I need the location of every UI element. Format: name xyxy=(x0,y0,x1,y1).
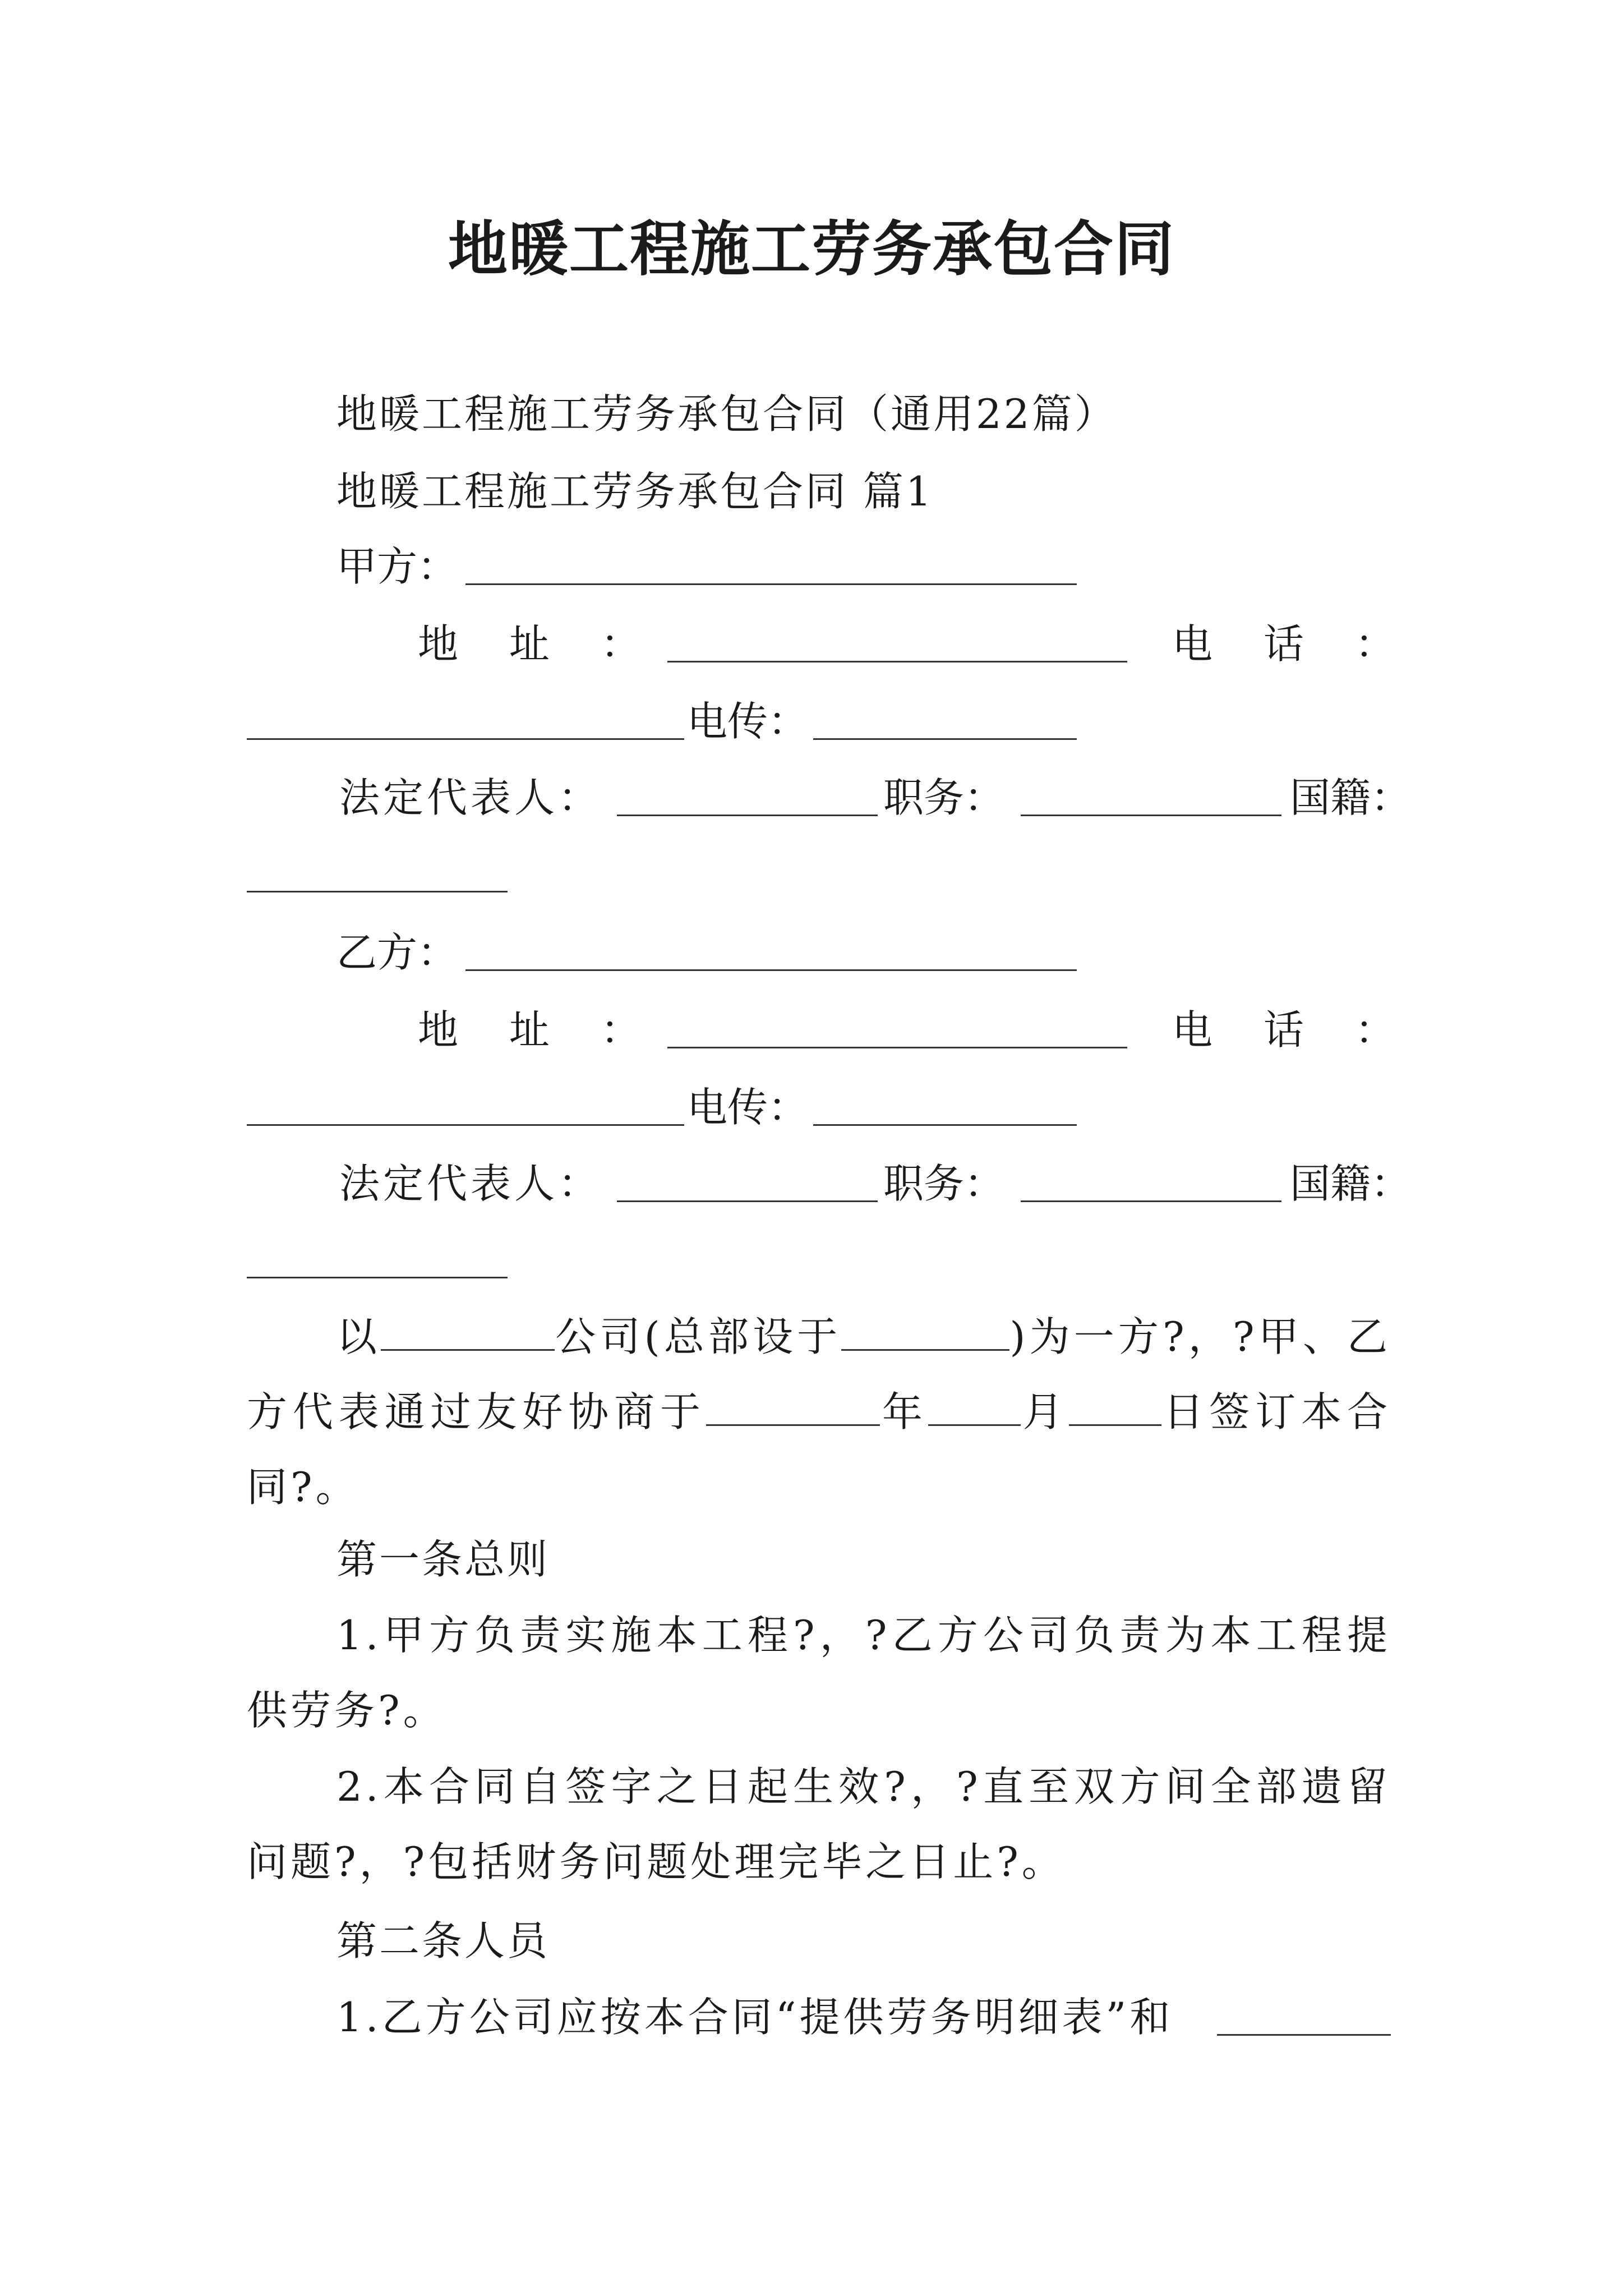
party-a-nationality-blank[interactable] xyxy=(247,891,508,892)
party-b-position-blank[interactable] xyxy=(1021,1200,1281,1202)
party-a-position-label: 职务： xyxy=(883,774,1005,821)
party-b-rep-blank[interactable] xyxy=(617,1200,878,1202)
party-a-name-blank[interactable] xyxy=(465,583,1077,585)
party-b-phone-blank[interactable] xyxy=(247,1124,684,1126)
article-2-item-1-blank[interactable] xyxy=(1217,2034,1391,2036)
article-1-heading: 第一条总则 xyxy=(336,1536,550,1583)
party-a-phone-blank[interactable] xyxy=(247,738,684,740)
party-b-phone-label: 电 话 ： xyxy=(1172,1006,1414,1053)
part-heading: 地暖工程施工劳务承包合同 篇1 xyxy=(336,468,934,515)
party-b-nationality-label: 国籍： xyxy=(1290,1160,1412,1207)
article-2-item-1: 1.乙方公司应按本合同“提供劳务明细表”和 xyxy=(336,1994,1174,2041)
party-a-rep-label: 法定代表人： xyxy=(339,774,602,821)
intro-text-3: )为一方?，?甲、乙方代表通过友好协商于 xyxy=(247,1313,1391,1435)
day-blank[interactable] xyxy=(1069,1381,1161,1426)
year-blank[interactable] xyxy=(706,1381,880,1426)
party-a-address-label: 地 址 ： xyxy=(418,620,660,668)
party-a-fax-blank[interactable] xyxy=(813,738,1077,740)
party-b-address-label: 地 址 ： xyxy=(418,1006,660,1053)
intro-paragraph xyxy=(247,1299,1391,1525)
party-b-rep-label: 法定代表人： xyxy=(339,1160,602,1207)
party-a-phone-label: 电 话 ： xyxy=(1172,620,1414,668)
intro-text-5: 月 xyxy=(1020,1388,1069,1435)
party-b-nationality-blank[interactable] xyxy=(247,1277,508,1278)
party-b-fax-label: 电传： xyxy=(687,1084,809,1131)
party-b-label: 乙方： xyxy=(336,929,458,976)
company-name-blank[interactable] xyxy=(381,1305,555,1351)
intro-text-1: 以 xyxy=(336,1313,381,1360)
party-b-address-blank[interactable] xyxy=(667,1047,1127,1048)
party-a-position-blank[interactable] xyxy=(1021,815,1281,816)
party-b-position-label: 职务： xyxy=(883,1160,1005,1207)
party-a-nationality-label: 国籍： xyxy=(1290,774,1412,821)
intro-text-4: 年 xyxy=(879,1388,928,1435)
party-b-name-blank[interactable] xyxy=(465,969,1077,971)
intro-text-6: 日签订本合同?。 xyxy=(247,1388,1391,1511)
party-a-rep-blank[interactable] xyxy=(617,815,878,816)
document-subtitle: 地暖工程施工劳务承包合同（通用22篇） xyxy=(336,390,1117,438)
document-title: 地暖工程施工劳务承包合同 xyxy=(448,214,1175,284)
month-blank[interactable] xyxy=(928,1381,1021,1426)
intro-text-2: 公司(总部设于 xyxy=(555,1313,842,1360)
party-a-address-blank[interactable] xyxy=(667,661,1127,662)
article-2-heading: 第二条人员 xyxy=(336,1917,550,1964)
article-1-item-2: 2.本合同自签字之日起生效?，?直至双方间全部遗留问题?，?包括财务问题处理完毕之日止?。 xyxy=(247,1763,1391,1885)
headquarters-blank[interactable] xyxy=(841,1305,1009,1351)
party-a-fax-label: 电传： xyxy=(687,698,809,745)
party-a-label: 甲方： xyxy=(336,543,458,590)
party-b-fax-blank[interactable] xyxy=(813,1124,1077,1126)
article-1-item-1: 1.甲方负责实施本工程?，?乙方公司负责为本工程提供劳务?。 xyxy=(247,1612,1391,1734)
